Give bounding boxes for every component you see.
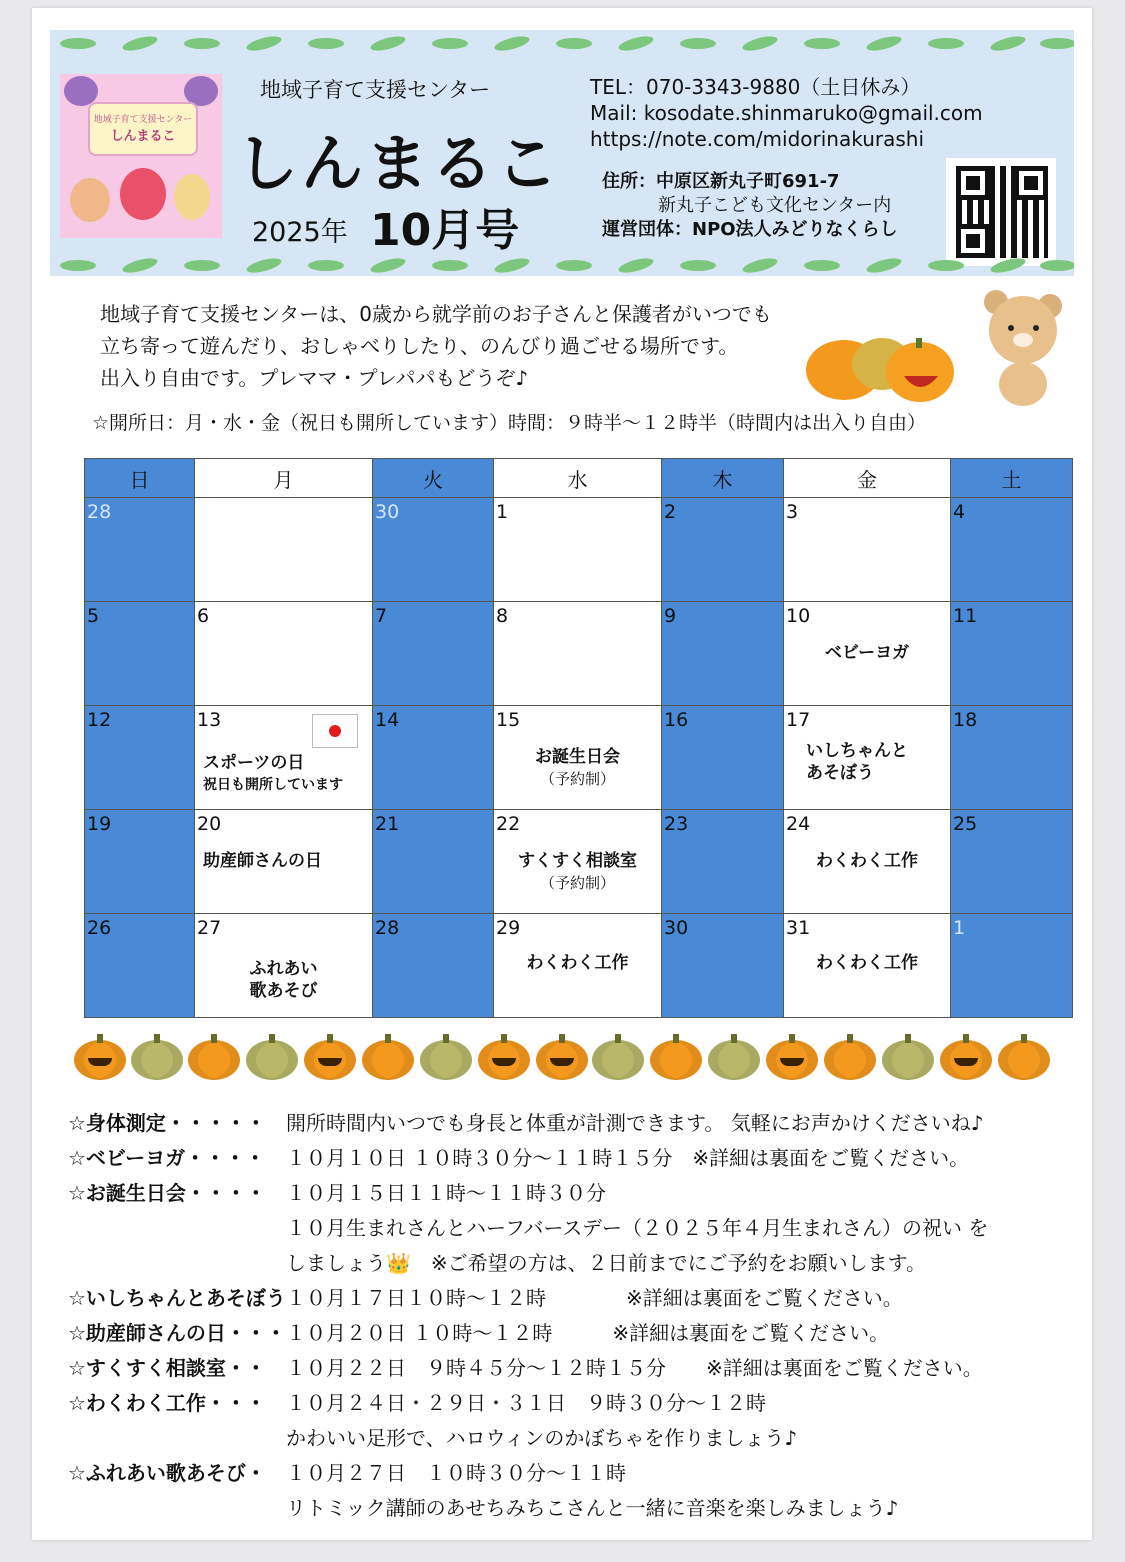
pumpkin-icon (998, 1040, 1050, 1080)
logo-illustration (60, 74, 222, 238)
day-cell: 25 (951, 810, 1073, 914)
week-row (85, 498, 1073, 602)
event-label: わくわく工作 (526, 953, 629, 973)
pumpkin-icon (478, 1040, 530, 1080)
header-banner (50, 30, 1074, 276)
day-cell: 17 いしちゃんと あそぼう (784, 706, 951, 810)
detail-row: リトミック講師のあせちみちこさんと一緒に音楽を楽しみましょう♪ (286, 1496, 899, 1520)
pumpkin-icon (824, 1040, 876, 1080)
weekday-wed: 水 (494, 459, 662, 498)
event-label: ふれあい (249, 959, 318, 979)
pumpkin-icon (650, 1040, 702, 1080)
day-cell: 30 (662, 914, 784, 1018)
event-label-2: あそぼう (806, 763, 874, 783)
detail-row: ☆ベビーヨガ・・・・ １０月１０日 １０時３０分～１１時１５分 ※詳細は裏面をご覧ください。 (68, 1146, 970, 1170)
detail-row: ☆いしちゃんとあそぼう１０月１７日１０時～１２時 ※詳細は裏面をご覧ください。 (68, 1286, 903, 1310)
week-row (85, 914, 1073, 1018)
event-label: スポーツの日 (203, 753, 305, 773)
day-cell: 16 (662, 706, 784, 810)
weekday-sat: 土 (951, 459, 1073, 498)
day-cell: 27 ふれあい 歌あそび (195, 914, 373, 1018)
day-cell: 19 (85, 810, 195, 914)
event-note: （予約制） (539, 874, 615, 892)
day-cell: 26 (85, 914, 195, 1018)
day-cell: 12 (85, 706, 195, 810)
day-cell: 8 (494, 602, 662, 706)
day-cell: 1 (951, 914, 1073, 1018)
pumpkin-icon (940, 1040, 992, 1080)
day-cell: 23 (662, 810, 784, 914)
issue-year: 2025年 (252, 217, 348, 248)
day-cell: 31 わくわく工作 (784, 914, 951, 1018)
event-label-2: 歌あそび (249, 981, 318, 1001)
center-name: 地域子育て支援センター (260, 78, 491, 102)
pumpkin-icon (536, 1040, 588, 1080)
newsletter-title: しんまるこ (236, 127, 562, 200)
japan-flag-icon (312, 714, 358, 748)
weekday-mon: 月 (195, 459, 373, 498)
week-row (85, 706, 1073, 810)
event-details (68, 1106, 988, 1526)
pumpkin-icon (131, 1040, 183, 1080)
detail-row: しましょう👑 ※ご希望の方は、２日前までにご予約をお願いします。 (286, 1251, 927, 1275)
day-cell: 28 (373, 914, 494, 1018)
event-label: ベビーヨガ (824, 643, 910, 663)
day-cell: 30 (373, 498, 494, 602)
logo-sign: 地域子育て支援センター しんまるこ (88, 102, 198, 156)
day-cell: 24 わくわく工作 (784, 810, 951, 914)
day-cell: 2 (662, 498, 784, 602)
detail-row: ☆すくすく相談室・・ １０月２２日 ９時４５分～１２時１５分 ※詳細は裏面をご覧ください。 (68, 1356, 983, 1380)
website-link[interactable]: https://note.com/midorinakurashi (590, 127, 925, 151)
october-calendar (84, 458, 1073, 1018)
operator: NPO法人みどりなくらし (692, 219, 898, 240)
day-cell: 13 スポーツの日 祝日も開所しています (195, 706, 373, 810)
event-label: いしちゃんと (806, 741, 908, 761)
tel: TEL：070-3343-9880（土日休み） (590, 75, 921, 99)
weekday-header (85, 459, 1073, 498)
detail-row: ☆ふれあい歌あそび・ １０月２７日 １０時３０分～１１時 (68, 1461, 626, 1485)
event-label: 助産師さんの日 (203, 851, 322, 871)
detail-row: ☆わくわく工作・・・ １０月２４日・２９日・３１日 ９時３０分～１２時 (68, 1391, 766, 1415)
weekday-tue: 火 (373, 459, 494, 498)
address-line-2: 新丸子こども文化センター内 (658, 195, 892, 216)
day-cell: 21 (373, 810, 494, 914)
day-cell: 18 (951, 706, 1073, 810)
pumpkin-illustration (804, 326, 984, 406)
pumpkin-icon (420, 1040, 472, 1080)
day-cell: 7 (373, 602, 494, 706)
weekday-fri: 金 (784, 459, 951, 498)
weekday-thu: 木 (662, 459, 784, 498)
newsletter-page (32, 8, 1092, 1540)
detail-row: ☆身体測定・・・・・ 開所時間内いつでも身長と体重が計測できます。 気軽にお声かけくださいね♪ (68, 1111, 984, 1135)
day-cell: 3 (784, 498, 951, 602)
operator-label: 運営団体： (602, 219, 692, 240)
day-cell (195, 498, 373, 602)
pumpkin-icon (766, 1040, 818, 1080)
leaf-border-top (50, 32, 1074, 56)
detail-row: １０月生まれさんとハーフバースデー（２０２５年４月生まれさん）の祝い を (286, 1216, 989, 1240)
pumpkin-icon (362, 1040, 414, 1080)
address: 中原区新丸子町691-7 (656, 171, 840, 192)
pumpkin-icon (882, 1040, 934, 1080)
bear-illustration (978, 288, 1068, 408)
issue-month: 10月号 (370, 205, 520, 256)
day-cell: 1 (494, 498, 662, 602)
address-label: 住所： (602, 171, 656, 192)
week-row (85, 602, 1073, 706)
intro-text: 地域子育て支援センターは、0歳から就学前のお子さんと保護者がいつでも 立ち寄って遊んだり、おしゃべりしたり、のんびり過ごせる場所です。 出入り自由です。プレママ・プレパパもどうぞ♪ (100, 302, 772, 390)
contact-info (590, 74, 983, 152)
qr-code[interactable] (946, 158, 1056, 266)
pumpkin-icon (246, 1040, 298, 1080)
opening-hours: ☆開所日：月・水・金（祝日も開所しています）時間：９時半～１２時半（時間内は出入り自由） (92, 412, 927, 434)
pumpkin-icon (708, 1040, 760, 1080)
day-cell: 15 お誕生日会 （予約制） (494, 706, 662, 810)
event-label: すくすく相談室 (518, 851, 637, 871)
day-cell: 4 (951, 498, 1073, 602)
detail-row: かわいい足形で、ハロウィンのかぼちゃを作りましょう♪ (286, 1426, 798, 1450)
day-cell: 14 (373, 706, 494, 810)
event-note: （予約制） (539, 770, 615, 788)
day-cell: 20 助産師さんの日 (195, 810, 373, 914)
event-label: わくわく工作 (816, 953, 918, 973)
mail[interactable]: Mail: kosodate.shinmaruko@gmail.com (590, 101, 983, 125)
leaf-border-bottom (50, 254, 1074, 276)
day-cell: 9 (662, 602, 784, 706)
week-row (85, 810, 1073, 914)
pumpkin-icon (188, 1040, 240, 1080)
pumpkin-icon (592, 1040, 644, 1080)
address-block (602, 170, 898, 242)
day-cell: 29 わくわく工作 (494, 914, 662, 1018)
weekday-sun: 日 (85, 459, 195, 498)
detail-row: ☆助産師さんの日・・・１０月２０日 １０時～１２時 ※詳細は裏面をご覧ください。 (68, 1321, 890, 1345)
day-cell: 28 (85, 498, 195, 602)
pumpkin-icon (304, 1040, 356, 1080)
event-label: わくわく工作 (816, 851, 918, 871)
pumpkin-border (74, 1036, 1064, 1086)
pumpkin-icon (74, 1040, 126, 1080)
day-cell: 22 すくすく相談室 （予約制） (494, 810, 662, 914)
event-label: お誕生日会 (535, 747, 620, 767)
day-cell: 5 (85, 602, 195, 706)
day-cell: 11 (951, 602, 1073, 706)
detail-row: ☆お誕生日会・・・・ １０月１５日１１時～１１時３０分 (68, 1181, 606, 1205)
day-cell: 10 ベビーヨガ (784, 602, 951, 706)
day-cell: 6 (195, 602, 373, 706)
event-note: 祝日も開所しています (203, 777, 343, 793)
